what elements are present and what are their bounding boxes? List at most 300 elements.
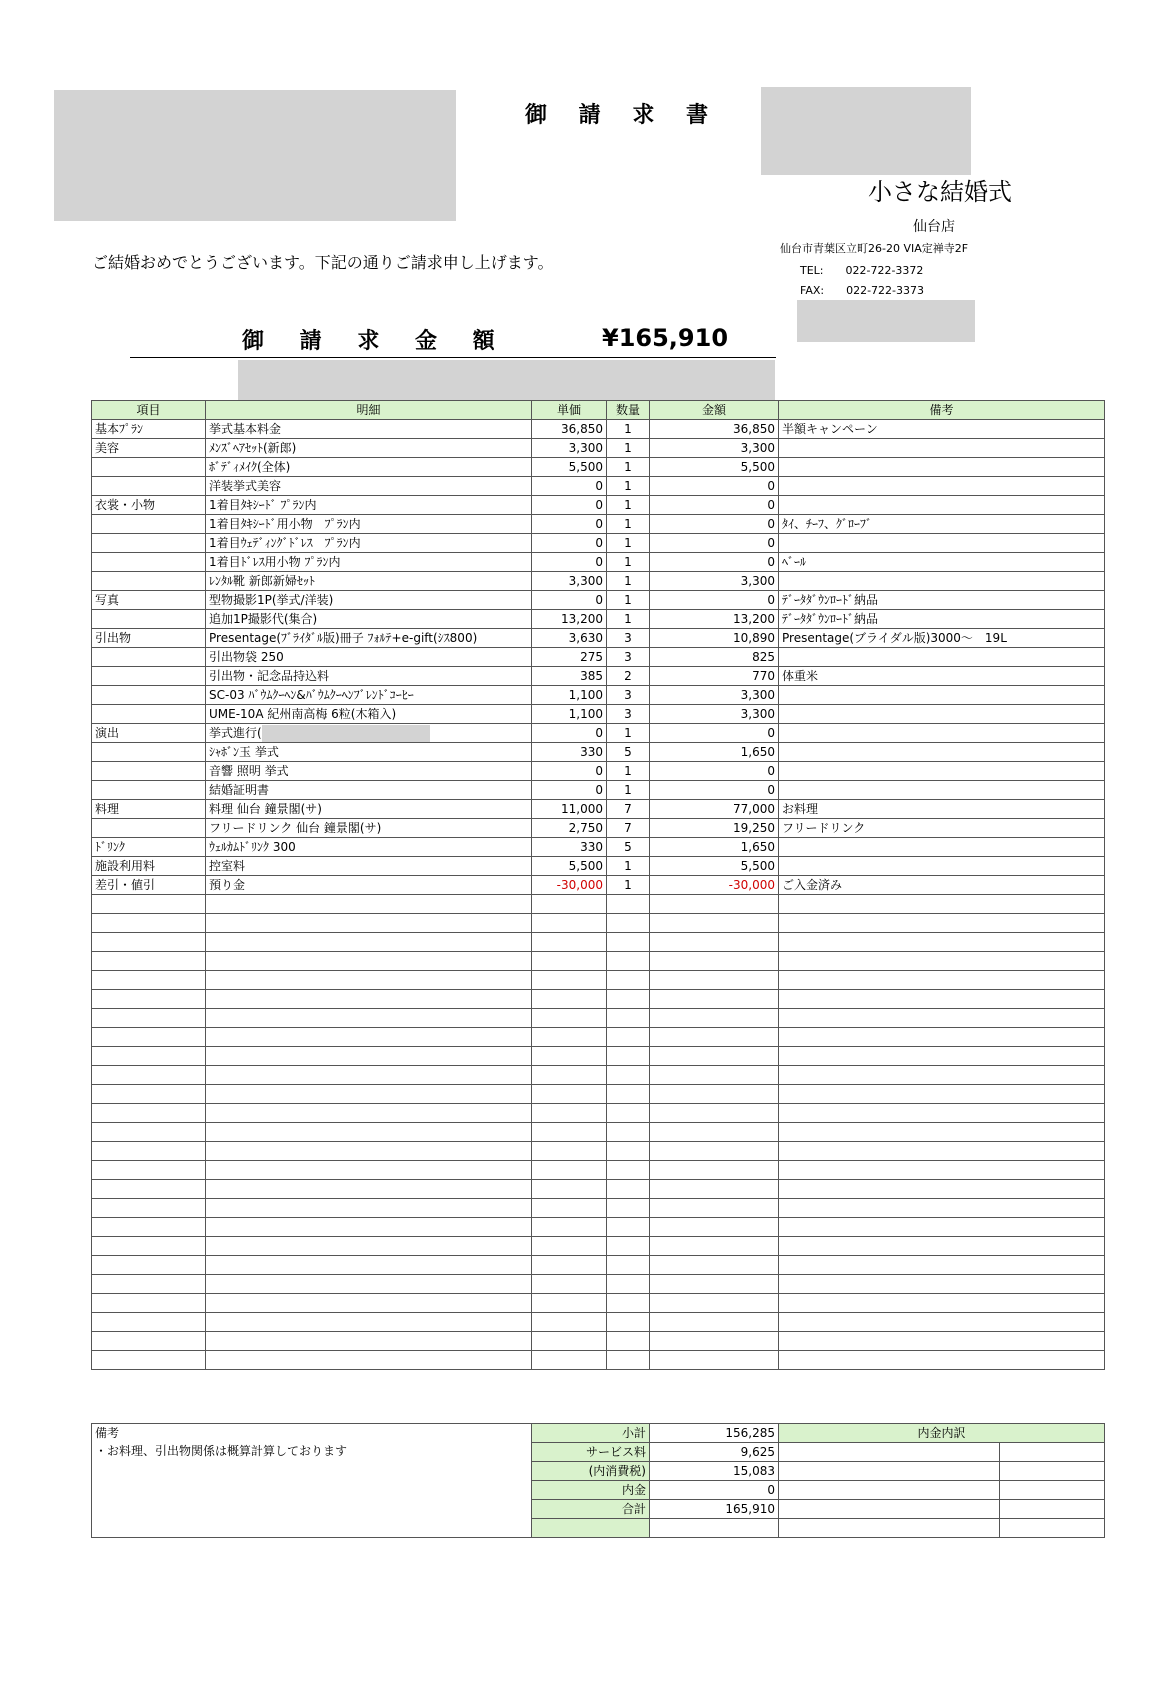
row-note: ご入金済み: [779, 876, 1105, 895]
table-row: [92, 591, 1105, 610]
empty-cell: [92, 990, 206, 1009]
empty-cell: [532, 1256, 607, 1275]
empty-cell: [607, 1066, 650, 1085]
table-row: [92, 553, 1105, 572]
empty-row: [92, 1161, 1105, 1180]
row-category: [92, 648, 206, 667]
empty-cell: [206, 952, 532, 971]
empty-cell: [206, 1275, 532, 1294]
row-quantity: 1: [607, 876, 650, 895]
remarks-title: 備考: [95, 1426, 120, 1440]
row-amount: 5,500: [650, 857, 779, 876]
empty-cell: [92, 1180, 206, 1199]
row-unit-price: 1,100: [532, 705, 607, 724]
row-amount: 3,300: [650, 705, 779, 724]
empty-cell: [607, 1047, 650, 1066]
empty-cell: [607, 1142, 650, 1161]
empty-cell: [650, 914, 779, 933]
row-category: [92, 762, 206, 781]
empty-cell: [779, 1294, 1105, 1313]
empty-cell: [607, 1313, 650, 1332]
row-note: [779, 439, 1105, 458]
empty-cell: [206, 1161, 532, 1180]
empty-cell: [206, 1237, 532, 1256]
empty-cell: [206, 895, 532, 914]
row-category: 料理: [92, 800, 206, 819]
empty-cell: [206, 933, 532, 952]
row-amount: 1,650: [650, 838, 779, 857]
empty-cell: [607, 1294, 650, 1313]
deposit-breakdown-title: 内金内訳: [779, 1424, 1105, 1443]
empty-cell: [650, 1028, 779, 1047]
row-detail: ﾚﾝﾀﾙ靴 新郎新婦ｾｯﾄ: [206, 572, 532, 591]
empty-row: [92, 971, 1105, 990]
row-category: [92, 572, 206, 591]
empty-cell: [779, 1275, 1105, 1294]
empty-cell: [206, 1066, 532, 1085]
row-detail: 引出物袋 250: [206, 648, 532, 667]
row-detail: フリードリンク 仙台 鐘景閣(サ): [206, 819, 532, 838]
empty-cell: [532, 1123, 607, 1142]
summary-table: [91, 1423, 1105, 1538]
row-note: ﾃﾞｰﾀﾀﾞｳﾝﾛｰﾄﾞ納品: [779, 591, 1105, 610]
empty-cell: [779, 1332, 1105, 1351]
empty-cell: [650, 990, 779, 1009]
service-fee-value: 9,625: [650, 1443, 779, 1462]
row-detail: 預り金: [206, 876, 532, 895]
row-note: [779, 496, 1105, 515]
row-quantity: 5: [607, 838, 650, 857]
empty-row: [92, 1123, 1105, 1142]
table-row: [92, 667, 1105, 686]
shop-name: 小さな結婚式: [868, 178, 1012, 206]
empty-cell: [650, 1275, 779, 1294]
empty-row: [92, 990, 1105, 1009]
row-unit-price: 3,300: [532, 439, 607, 458]
row-unit-price: 0: [532, 515, 607, 534]
empty-cell: [532, 1332, 607, 1351]
row-detail: 洋装挙式美容: [206, 477, 532, 496]
empty-cell: [532, 1085, 607, 1104]
empty-row: [92, 1237, 1105, 1256]
blank-label-cell: [532, 1519, 650, 1538]
row-detail: ｼｬﾎﾞﾝ玉 挙式: [206, 743, 532, 762]
empty-cell: [650, 1142, 779, 1161]
table-row: [92, 838, 1105, 857]
empty-row: [92, 1009, 1105, 1028]
row-unit-price: 0: [532, 781, 607, 800]
empty-cell: [92, 1332, 206, 1351]
empty-cell: [92, 1047, 206, 1066]
row-category: [92, 553, 206, 572]
service-fee-label: サービス料: [532, 1443, 650, 1462]
shop-address: 仙台市青葉区立町26-20 VIA定禅寺2F: [780, 242, 969, 255]
row-note: [779, 705, 1105, 724]
breakdown-cell: [779, 1443, 1000, 1462]
redaction-bar: [262, 725, 430, 742]
empty-cell: [650, 1180, 779, 1199]
table-row: [92, 477, 1105, 496]
total-value: 165,910: [650, 1500, 779, 1519]
row-unit-price: 13,200: [532, 610, 607, 629]
billing-amount-label: 御 請 求 金 額: [242, 329, 509, 354]
empty-cell: [607, 1199, 650, 1218]
row-unit-price: 385: [532, 667, 607, 686]
empty-cell: [650, 952, 779, 971]
empty-cell: [92, 971, 206, 990]
breakdown-cell: [779, 1500, 1000, 1519]
empty-cell: [206, 1313, 532, 1332]
breakdown-cell: [1000, 1443, 1105, 1462]
row-amount: 3,300: [650, 439, 779, 458]
empty-cell: [532, 1028, 607, 1047]
row-unit-price: 3,630: [532, 629, 607, 648]
empty-cell: [92, 1161, 206, 1180]
row-quantity: 5: [607, 743, 650, 762]
row-unit-price: -30,000: [532, 876, 607, 895]
invoice-table: [91, 400, 1105, 1370]
row-quantity: 3: [607, 686, 650, 705]
table-row: [92, 743, 1105, 762]
row-category: [92, 458, 206, 477]
row-quantity: 1: [607, 515, 650, 534]
table-row: [92, 648, 1105, 667]
empty-cell: [779, 1066, 1105, 1085]
empty-cell: [92, 1199, 206, 1218]
row-quantity: 1: [607, 496, 650, 515]
empty-cell: [779, 1104, 1105, 1123]
row-amount: 19,250: [650, 819, 779, 838]
row-quantity: 1: [607, 762, 650, 781]
row-unit-price: 0: [532, 724, 607, 743]
row-detail: 音響 照明 挙式: [206, 762, 532, 781]
empty-cell: [92, 933, 206, 952]
empty-row: [92, 1085, 1105, 1104]
blank-value-cell: [650, 1519, 779, 1538]
empty-row: [92, 1275, 1105, 1294]
row-detail: 型物撮影1P(挙式/洋装): [206, 591, 532, 610]
row-detail: ｳｪﾙｶﾑﾄﾞﾘﾝｸ 300: [206, 838, 532, 857]
redacted-block-logo: [761, 87, 971, 175]
table-row: [92, 629, 1105, 648]
row-unit-price: 330: [532, 743, 607, 762]
tax-value: 15,083: [650, 1462, 779, 1481]
empty-row: [92, 1066, 1105, 1085]
row-note: ﾃﾞｰﾀﾀﾞｳﾝﾛｰﾄﾞ納品: [779, 610, 1105, 629]
empty-row: [92, 1332, 1105, 1351]
row-quantity: 1: [607, 477, 650, 496]
row-amount: 1,650: [650, 743, 779, 762]
row-category: 美容: [92, 439, 206, 458]
empty-cell: [532, 933, 607, 952]
empty-cell: [206, 1180, 532, 1199]
empty-cell: [206, 1028, 532, 1047]
shop-tel: TEL: 022-722-3372: [800, 264, 924, 277]
remarks-cell: [92, 1424, 532, 1538]
tax-label: (内消費税): [532, 1462, 650, 1481]
empty-cell: [779, 1313, 1105, 1332]
table-row: [92, 439, 1105, 458]
row-quantity: 1: [607, 534, 650, 553]
row-category: [92, 743, 206, 762]
empty-cell: [779, 990, 1105, 1009]
empty-cell: [607, 1085, 650, 1104]
remarks-text: ・お料理、引出物関係は概算計算しております: [95, 1444, 348, 1458]
row-category: [92, 667, 206, 686]
row-amount: 5,500: [650, 458, 779, 477]
row-amount: 13,200: [650, 610, 779, 629]
empty-cell: [532, 1313, 607, 1332]
row-category: ﾄﾞﾘﾝｸ: [92, 838, 206, 857]
row-category: [92, 705, 206, 724]
row-note: [779, 857, 1105, 876]
subtotal-label: 小計: [532, 1424, 650, 1443]
row-detail: SC-03 ﾊﾞｳﾑｸｰﾍﾝ&ﾊﾞｳﾑｸｰﾍﾝﾌﾞﾚﾝﾄﾞｺｰﾋｰ: [206, 686, 532, 705]
empty-cell: [779, 895, 1105, 914]
row-note: [779, 686, 1105, 705]
row-note: [779, 458, 1105, 477]
empty-cell: [532, 1161, 607, 1180]
table-row: [92, 857, 1105, 876]
row-unit-price: 0: [532, 477, 607, 496]
empty-cell: [206, 1142, 532, 1161]
empty-row: [92, 1218, 1105, 1237]
empty-cell: [607, 933, 650, 952]
empty-cell: [650, 1104, 779, 1123]
empty-cell: [650, 1123, 779, 1142]
table-row: [92, 534, 1105, 553]
row-amount: 0: [650, 553, 779, 572]
table-row: [92, 819, 1105, 838]
greeting-text: ご結婚おめでとうございます。下記の通りご請求申し上げます。: [92, 253, 554, 272]
table-header-row: [92, 401, 1105, 420]
row-unit-price: 330: [532, 838, 607, 857]
row-unit-price: 0: [532, 591, 607, 610]
empty-cell: [779, 1009, 1105, 1028]
empty-row: [92, 1351, 1105, 1370]
row-detail: UME-10A 紀州南高梅 6粒(木箱入): [206, 705, 532, 724]
row-amount: 0: [650, 477, 779, 496]
empty-row: [92, 952, 1105, 971]
empty-cell: [532, 990, 607, 1009]
row-quantity: 1: [607, 420, 650, 439]
table-row: [92, 724, 1105, 743]
table-row: [92, 420, 1105, 439]
row-detail: 挙式基本料金: [206, 420, 532, 439]
empty-cell: [650, 1256, 779, 1275]
breakdown-cell: [1000, 1462, 1105, 1481]
breakdown-cell: [1000, 1519, 1105, 1538]
empty-cell: [607, 1256, 650, 1275]
table-row: [92, 762, 1105, 781]
row-unit-price: 0: [532, 553, 607, 572]
table-row: [92, 515, 1105, 534]
row-amount: 0: [650, 781, 779, 800]
empty-cell: [779, 933, 1105, 952]
empty-cell: [92, 1104, 206, 1123]
row-amount: 0: [650, 591, 779, 610]
subtotal-value: 156,285: [650, 1424, 779, 1443]
empty-cell: [92, 1256, 206, 1275]
row-detail: [206, 724, 532, 743]
row-quantity: 1: [607, 857, 650, 876]
empty-cell: [650, 1218, 779, 1237]
row-detail: 結婚証明書: [206, 781, 532, 800]
empty-cell: [650, 933, 779, 952]
empty-cell: [779, 1028, 1105, 1047]
empty-cell: [92, 1142, 206, 1161]
deposit-label: 内金: [532, 1481, 650, 1500]
row-note: [779, 648, 1105, 667]
row-amount: 770: [650, 667, 779, 686]
table-row: [92, 686, 1105, 705]
row-quantity: 1: [607, 439, 650, 458]
row-detail: ﾒﾝｽﾞﾍｱｾｯﾄ(新郎): [206, 439, 532, 458]
empty-cell: [779, 971, 1105, 990]
empty-row: [92, 1028, 1105, 1047]
empty-row: [92, 1180, 1105, 1199]
empty-row: [92, 1199, 1105, 1218]
row-category: [92, 534, 206, 553]
empty-cell: [92, 1294, 206, 1313]
empty-cell: [607, 1123, 650, 1142]
row-unit-price: 5,500: [532, 458, 607, 477]
empty-cell: [650, 1047, 779, 1066]
column-header: 金額: [650, 401, 779, 420]
empty-cell: [779, 1218, 1105, 1237]
empty-cell: [206, 990, 532, 1009]
empty-cell: [650, 1237, 779, 1256]
branch-name: 仙台店: [913, 219, 955, 235]
row-quantity: 3: [607, 705, 650, 724]
row-note: 半額キャンペーン: [779, 420, 1105, 439]
empty-cell: [650, 1085, 779, 1104]
empty-cell: [607, 1218, 650, 1237]
deposit-value: 0: [650, 1481, 779, 1500]
empty-cell: [532, 1199, 607, 1218]
empty-cell: [532, 1351, 607, 1370]
empty-row: [92, 1142, 1105, 1161]
empty-cell: [779, 1237, 1105, 1256]
column-header: 備考: [779, 401, 1105, 420]
row-category: 写真: [92, 591, 206, 610]
empty-cell: [532, 1237, 607, 1256]
empty-cell: [607, 895, 650, 914]
table-row: [92, 705, 1105, 724]
empty-cell: [206, 971, 532, 990]
empty-cell: [607, 1161, 650, 1180]
row-amount: 0: [650, 515, 779, 534]
row-quantity: 1: [607, 572, 650, 591]
row-quantity: 1: [607, 610, 650, 629]
empty-cell: [532, 971, 607, 990]
redacted-block-customer: [54, 90, 456, 221]
empty-row: [92, 1256, 1105, 1275]
empty-cell: [206, 1199, 532, 1218]
empty-cell: [532, 1047, 607, 1066]
row-note: [779, 534, 1105, 553]
empty-cell: [92, 1218, 206, 1237]
row-detail: Presentage(ﾌﾞﾗｲﾀﾞﾙ版)冊子 ﾌｫﾙﾃ+e-gift(ｼｽ800): [206, 629, 532, 648]
empty-row: [92, 1047, 1105, 1066]
empty-cell: [92, 1028, 206, 1047]
row-amount: 0: [650, 496, 779, 515]
empty-row: [92, 1294, 1105, 1313]
empty-cell: [779, 1199, 1105, 1218]
row-category: 演出: [92, 724, 206, 743]
row-amount: 3,300: [650, 572, 779, 591]
column-header: 数量: [607, 401, 650, 420]
row-detail: 引出物・記念品持込料: [206, 667, 532, 686]
empty-cell: [92, 952, 206, 971]
table-row: [92, 496, 1105, 515]
empty-cell: [607, 1275, 650, 1294]
row-note: [779, 781, 1105, 800]
row-unit-price: 0: [532, 496, 607, 515]
column-header: 項目: [92, 401, 206, 420]
row-note: [779, 743, 1105, 762]
empty-cell: [650, 1313, 779, 1332]
empty-cell: [532, 1104, 607, 1123]
row-category: 引出物: [92, 629, 206, 648]
empty-cell: [779, 1256, 1105, 1275]
row-amount: 77,000: [650, 800, 779, 819]
empty-cell: [532, 1218, 607, 1237]
empty-cell: [206, 1351, 532, 1370]
row-note: [779, 762, 1105, 781]
row-category: 施設利用料: [92, 857, 206, 876]
row-category: 衣裳・小物: [92, 496, 206, 515]
row-quantity: 3: [607, 629, 650, 648]
empty-cell: [607, 971, 650, 990]
empty-cell: [206, 1123, 532, 1142]
row-quantity: 7: [607, 819, 650, 838]
shop-fax: FAX: 022-722-3373: [800, 284, 925, 297]
row-category: [92, 686, 206, 705]
row-unit-price: 275: [532, 648, 607, 667]
row-note: Presentage(ブライダル版)3000～ 19L: [779, 629, 1105, 648]
empty-cell: [650, 1351, 779, 1370]
table-row: [92, 781, 1105, 800]
row-unit-price: 0: [532, 534, 607, 553]
row-note: [779, 572, 1105, 591]
breakdown-cell: [779, 1462, 1000, 1481]
breakdown-cell: [779, 1519, 1000, 1538]
row-unit-price: 36,850: [532, 420, 607, 439]
table-row: [92, 458, 1105, 477]
row-amount: 10,890: [650, 629, 779, 648]
row-quantity: 3: [607, 648, 650, 667]
empty-cell: [650, 1161, 779, 1180]
document-title: 御 請 求 書: [525, 103, 720, 128]
row-amount: 0: [650, 724, 779, 743]
table-row: [92, 876, 1105, 895]
empty-cell: [206, 1047, 532, 1066]
empty-cell: [92, 1085, 206, 1104]
empty-cell: [92, 895, 206, 914]
row-category: [92, 819, 206, 838]
row-category: 基本ﾌﾟﾗﾝ: [92, 420, 206, 439]
empty-cell: [206, 1294, 532, 1313]
amount-underline: [130, 357, 776, 358]
empty-cell: [607, 1351, 650, 1370]
empty-row: [92, 1313, 1105, 1332]
row-note: [779, 838, 1105, 857]
total-label: 合計: [532, 1500, 650, 1519]
row-note: お料理: [779, 800, 1105, 819]
redacted-block-staff: [797, 300, 975, 342]
row-category: [92, 515, 206, 534]
